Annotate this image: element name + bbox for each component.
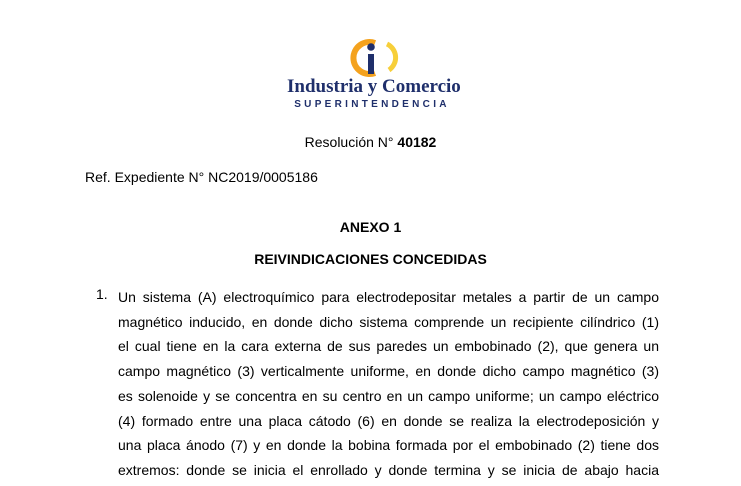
claim-text [118, 285, 659, 483]
reference-line: Ref. Expediente N° NC2019/0005186 [85, 169, 318, 185]
claims-title: REIVINDICACIONES CONCEDIDAS [254, 251, 487, 267]
claim-line: magnético inducido, en donde dicho sistema comprende un recipiente cilíndrico (1) [118, 313, 659, 330]
logo-text-superintendencia: SUPERINTENDENCIA [294, 99, 450, 110]
claim-line: Un sistema (A) electroquímico para electrodepositar metales a partir de un campo [118, 289, 659, 305]
claim-number: 1. [96, 286, 108, 302]
resolution-line [0, 134, 741, 150]
annex-title: ANEXO 1 [339, 219, 402, 235]
resolution-label: Resolución N° [304, 134, 394, 150]
logo-text-industria: Industria y Comercio [287, 76, 461, 97]
claim-line: el cual tiene en la cara externa de sus paredes un embobinado (2), que genera un [118, 338, 659, 355]
sic-logo [287, 38, 461, 114]
claim-line: campo magnético (3) verticalmente uniforme, en donde dicho campo magnético (3) [118, 363, 659, 380]
resolution-number: 40182 [397, 134, 437, 150]
claim-line: (4) formado entre una placa cátodo (6) en donde se realiza la electrodeposición y [118, 412, 659, 429]
sic-emblem-icon [341, 38, 403, 78]
claim-line: es solenoide y se concentra en su centro en un campo uniforme; un campo eléctrico [118, 387, 659, 404]
claim-line: extremos: donde se inicia el enrollado y donde termina y se inicia de abajo hacia [118, 461, 659, 478]
claim-line: una placa ánodo (7) y en donde la bobina formada por el embobinado (2) tiene dos [118, 437, 659, 454]
